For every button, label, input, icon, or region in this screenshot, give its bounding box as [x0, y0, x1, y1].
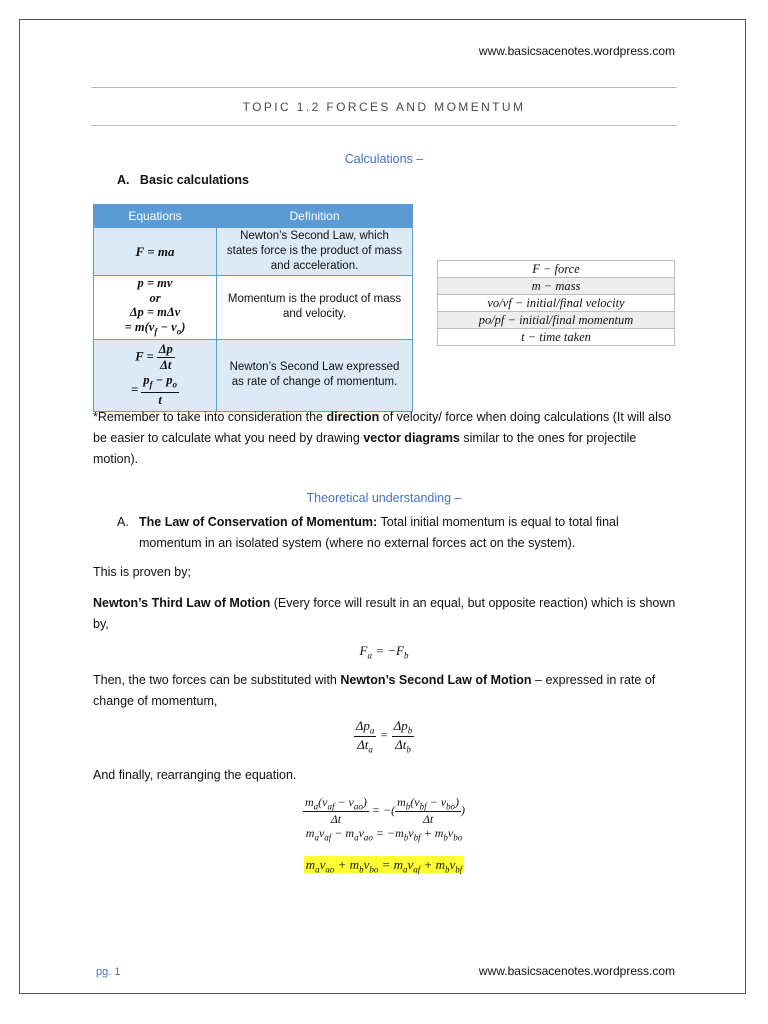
equations-table: [93, 204, 413, 412]
list-label: A.: [117, 515, 129, 529]
table-row: [94, 228, 413, 276]
basic-calc-heading: [117, 173, 249, 187]
footer-url: www.basicsacenotes.wordpress.com: [478, 964, 675, 978]
page-number: pg. 1: [96, 966, 121, 978]
header-equations: Equations: [94, 205, 217, 228]
var-cell: F − force: [438, 261, 675, 278]
proven-by-text: This is proven by;: [93, 565, 191, 579]
table-row: [438, 312, 675, 329]
law-text: Total initial momentum is equal to total final momentum in an isolated system (where no external forces act on the system).: [139, 515, 619, 550]
title-rule-top: [91, 87, 677, 88]
third-law-text: Newton’s Third Law of Motion (Every force will result in an equal, but opposite reaction) which is shown by,: [93, 596, 676, 631]
conservation-law: [117, 512, 657, 554]
rearranged-equation: $m_av_{af} - m_av_{ao} = -m_bv_{bf} + m_bv_{bo}$: [305, 826, 463, 843]
law-title: The Law of Conservation of Momentum:: [139, 515, 378, 529]
table-row: [94, 276, 413, 340]
equation-cell: F = $\frac{\Delta p}{\Delta t}$ = $\frac{p_f - p_o}{t}$: [94, 339, 217, 411]
var-cell: po/pf − initial/final momentum: [438, 312, 675, 329]
definition-cell: Newton’s Second Law, which states force is the product of mass and acceleration.: [217, 228, 413, 276]
equation-cell: F = ma: [94, 228, 217, 276]
calculations-heading: Calculations –: [344, 152, 424, 166]
list-title: Basic calculations: [139, 173, 249, 187]
direction-note: *Remember to take into consideration the direction of velocity/ force when doing calculations (It will also be easier to calculate what you need by drawing vector diagrams similar to the ones for projectile motion).: [93, 410, 672, 466]
third-law-equation: $F_a = -F_b$: [359, 643, 409, 661]
list-label: A.: [117, 173, 130, 187]
table-row: [438, 278, 675, 295]
definition-cell: Newton’s Second Law expressed as rate of change of momentum.: [217, 339, 413, 411]
var-cell: m − mass: [438, 278, 675, 295]
var-cell: vo/vf − initial/final velocity: [438, 295, 675, 312]
equation-cell: p = mv or Δp = mΔv = $m(v_f - v_o)$: [94, 276, 217, 340]
table-header-row: [94, 205, 413, 228]
header-definition: Definition: [217, 205, 413, 228]
table-row: [438, 261, 675, 278]
theory-heading: Theoretical understanding –: [306, 491, 462, 505]
table-row: [438, 329, 675, 346]
finally-text: And finally, rearranging the equation.: [93, 768, 297, 782]
var-cell: t − time taken: [438, 329, 675, 346]
variables-table: [437, 260, 675, 346]
header-url: www.basicsacenotes.wordpress.com: [478, 44, 675, 58]
table-row: [94, 339, 413, 411]
substitution-text: Then, the two forces can be substituted with Newton’s Second Law of Motion – expressed in rate of change of momentum,: [93, 673, 656, 708]
topic-title: TOPIC 1.2 FORCES AND MOMENTUM: [242, 100, 526, 114]
table-row: [438, 295, 675, 312]
expanded-equation: $\frac{m_a(v_{af} - v_{ao})}{\Delta t}$ = −( $\frac{m_b(v_{bf} - v_{bo})}{\Delta t}$ ): [304, 795, 466, 827]
rate-equation: $\frac{\Delta p_a}{\Delta t_a}$ = $\frac{\Delta p_b}{\Delta t_b}$: [355, 718, 413, 755]
title-rule-bottom: [91, 125, 677, 126]
final-equation: $m_av_{ao} + m_bv_{bo} = m_av_{af} + m_bv_{bf}$: [305, 857, 463, 875]
definition-cell: Momentum is the product of mass and velocity.: [217, 276, 413, 340]
